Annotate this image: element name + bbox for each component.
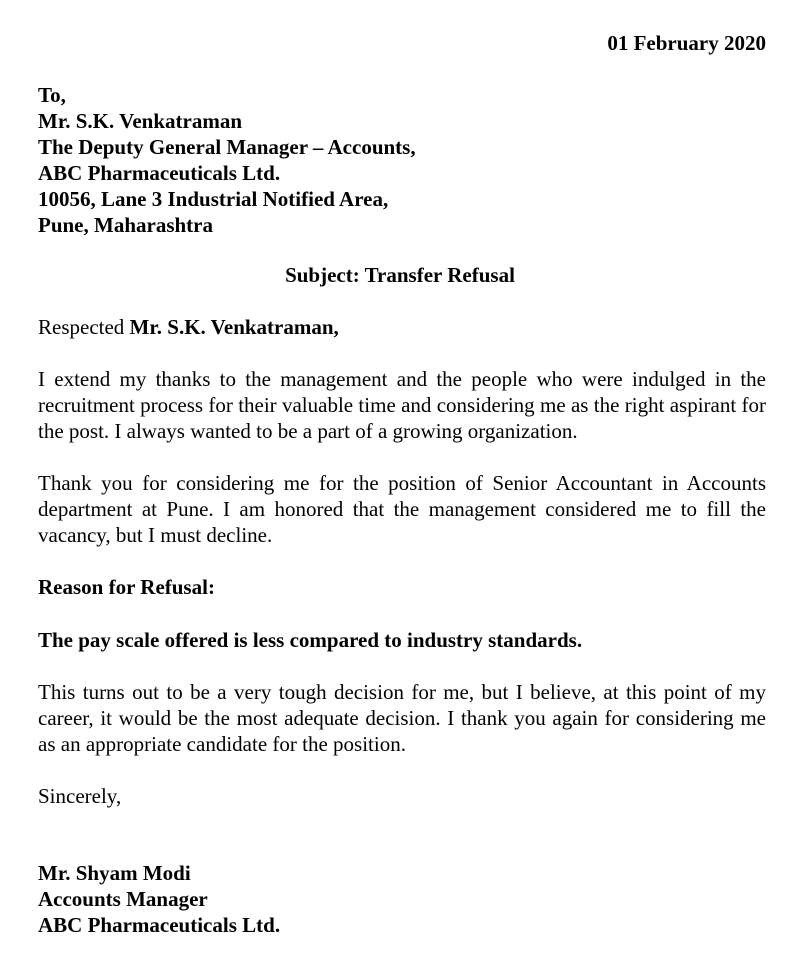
letter-date: 01 February 2020	[607, 31, 766, 55]
recipient-to: To,	[38, 83, 66, 107]
recipient-name: Mr. S.K. Venkatraman	[38, 109, 243, 133]
salutation	[38, 314, 339, 340]
body-paragraph: I extend my thanks to the management and the people who were indulged in the recruitment process for their valuable time and considering me as the right aspirant for the post. I always wanted to be a part of a growing organization.	[38, 367, 766, 443]
signature-title: Accounts Manager	[38, 887, 208, 911]
reason-heading: Reason for Refusal:	[38, 575, 215, 594]
body-paragraph: This turns out to be a very tough decision for me, but I believe, at this point of my career, it would be the most adequate decision. I thank you again for considering me as an appropriate candidate for the position.	[38, 680, 766, 756]
body-paragraph: Thank you for considering me for the position of Senior Accountant in Accounts department at Pune. I am honored that the management considered me to fill the vacancy, but I must decline.	[38, 471, 766, 547]
recipient-address-line: 10056, Lane 3 Industrial Notified Area,	[38, 187, 389, 211]
salutation-prefix: Respected	[38, 315, 130, 339]
signature-company: ABC Pharmaceuticals Ltd.	[38, 913, 281, 937]
recipient-company: ABC Pharmaceuticals Ltd.	[38, 161, 281, 185]
recipient-city: Pune, Maharashtra	[38, 213, 213, 237]
reason-statement: The pay scale offered is less compared to industry standards.	[38, 628, 583, 652]
letter-subject: Subject: Transfer Refusal	[285, 263, 515, 287]
recipient-address-block	[38, 82, 416, 238]
salutation-name: Mr. S.K. Venkatraman,	[129, 315, 339, 339]
recipient-designation: The Deputy General Manager – Accounts,	[38, 135, 416, 159]
signature-block	[38, 860, 280, 938]
closing: Sincerely,	[38, 784, 122, 808]
signature-name: Mr. Shyam Modi	[38, 861, 191, 885]
